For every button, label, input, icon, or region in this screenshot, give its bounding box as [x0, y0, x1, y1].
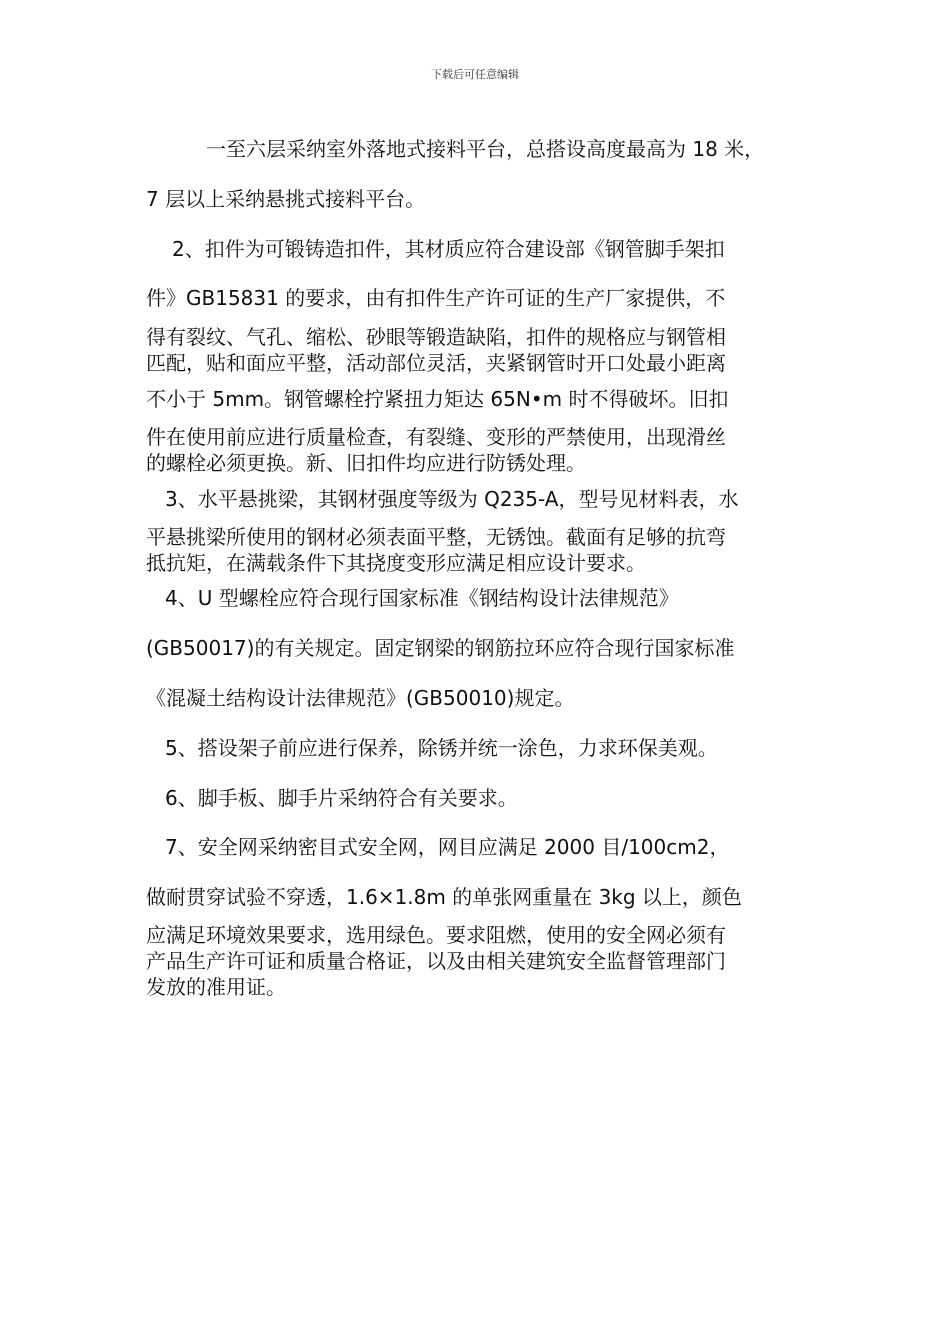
body-line: 产品生产许可证和质量合格证，以及由相关建筑安全监督管理部门: [146, 949, 726, 973]
body-line: 《混凝土结构设计法律规范》(GB50010)规定。: [146, 686, 575, 710]
body-line: 件在使用前应进行质量检查，有裂缝、变形的严禁使用，出现滑丝: [146, 425, 726, 449]
body-line: 不小于 5mm。钢管螺栓拧紧扭力矩达 65N•m 时不得破坏。旧扣: [146, 387, 729, 411]
body-line: 7、安全网采纳密目式安全网，网目应满足 2000 目/100cm2，: [165, 835, 730, 859]
body-line: 的螺栓必须更换。新、旧扣件均应进行防锈处理。: [146, 451, 586, 475]
body-line: 4、U 型螺栓应符合现行国家标准《钢结构设计法律规范》: [165, 586, 679, 610]
body-line: 应满足环境效果要求，选用绿色。要求阻燃，使用的安全网必须有: [146, 923, 726, 947]
body-line: 匹配，贴和面应平整，活动部位灵活，夹紧钢管时开口处最小距离: [146, 351, 726, 375]
body-line: (GB50017)的有关规定。固定钢梁的钢筋拉环应符合现行国家标准: [146, 636, 735, 660]
body-line: 一至六层采纳室外落地式接料平台，总搭设高度最高为 18 米，: [206, 137, 765, 161]
body-line: 平悬挑梁所使用的钢材必须表面平整，无锈蚀。截面有足够的抗弯: [146, 525, 726, 549]
body-line: 7 层以上采纳悬挑式接料平台。: [146, 187, 426, 211]
body-line: 抵抗矩，在满载条件下其挠度变形应满足相应设计要求。: [146, 551, 646, 575]
body-line: 做耐贯穿试验不穿透，1.6×1.8m 的单张网重量在 3kg 以上，颜色: [146, 885, 742, 909]
body-line: 5、搭设架子前应进行保养，除锈并统一涂色，力求环保美观。: [165, 736, 718, 760]
body-line: 得有裂纹、气孔、缩松、砂眼等锻造缺陷，扣件的规格应与钢管相: [146, 325, 726, 349]
body-line: 发放的准用证。: [146, 975, 286, 999]
body-line: 3、水平悬挑梁，其钢材强度等级为 Q235-A，型号见材料表，水: [165, 487, 739, 511]
page-header: 下载后可任意编辑: [431, 68, 519, 81]
body-line: 件》GB15831 的要求，由有扣件生产许可证的生产厂家提供，不: [146, 286, 726, 310]
body-line: 2、扣件为可锻铸造扣件，其材质应符合建设部《钢管脚手架扣: [172, 237, 725, 261]
body-line: 6、脚手板、脚手片采纳符合有关要求。: [165, 786, 518, 810]
